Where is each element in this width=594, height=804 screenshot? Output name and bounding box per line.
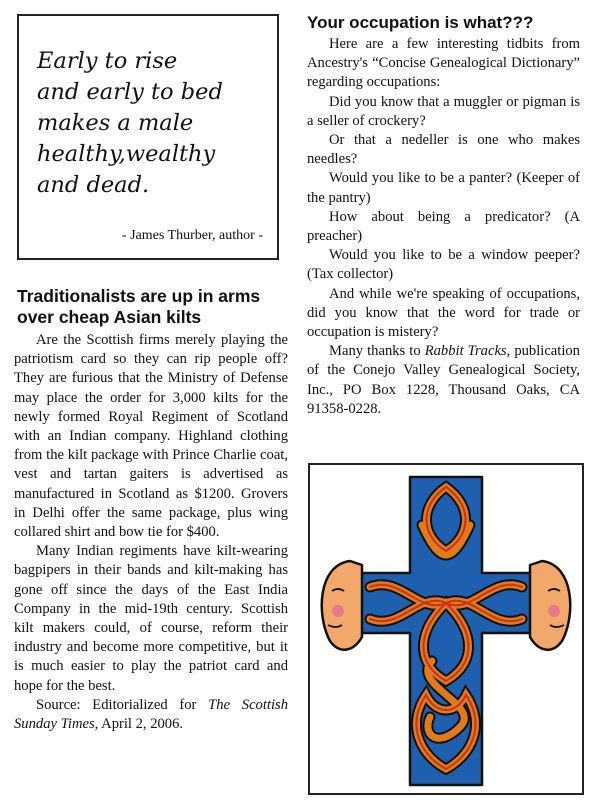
occupation-paragraph: Or that a nedeller is one who makes needles?	[307, 132, 580, 168]
quote-line: and early to bed	[37, 79, 223, 105]
kilt-article-heading	[17, 286, 287, 328]
kilt-paragraph: Are the Scottish firms merely playing the patriotism card so they can rip people off? They are furious that the Ministry of Defense may place the order for 3,000 kilts for the newly formed Royal Regiment of Scotland with an Indian company. Highland clothing from the kilt package with Prince Charlie coat, vest and tartan gaiters is advertised as manufactured in Scotland as $1200. Grovers in Delhi offer the same package, plus wing collared shirt and bow tie for $400.	[14, 332, 288, 541]
occupation-paragraph: Would you like to be a window peeper? (Tax collector)	[307, 247, 580, 283]
occupation-article-body	[307, 35, 580, 419]
quote-attribution: - James Thurber, author -	[121, 228, 263, 243]
thanks-suffix: , publication of the Conejo Valley Genealogical Society, Inc., PO Box 1228, Thousand Oaks, CA 91358-0228.	[307, 343, 580, 417]
kilt-source	[14, 696, 288, 734]
quote-line: healthy,wealthy	[37, 141, 216, 167]
source-publication: The Scottish Sunday Times	[14, 696, 288, 733]
thanks-prefix: Many thanks to	[329, 343, 425, 360]
heading-line: Traditionalists are up in arms	[17, 286, 261, 306]
celtic-cross-icon	[310, 465, 582, 793]
occupation-paragraph: Did you know that a muggler or pigman is a seller of crockery?	[307, 93, 580, 129]
heading-line: over cheap Asian kilts	[17, 307, 202, 327]
source-prefix: Source: Editorialized for	[36, 696, 209, 713]
occupation-thanks	[307, 342, 580, 419]
quote-box	[17, 14, 279, 260]
quote-line: Early to rise	[37, 48, 178, 74]
quote-text	[37, 46, 273, 201]
occupation-paragraph: Would you like to be a panter? (Keeper of the pantry)	[307, 170, 580, 206]
thanks-publication: Rabbit Tracks	[424, 343, 507, 360]
occupation-paragraph: Here are a few interesting tidbits from Ancestry's “Concise Genealogical Dictionary” regarding occupations:	[307, 36, 580, 91]
kilt-article-body	[14, 331, 288, 734]
quote-line: and dead.	[37, 172, 150, 198]
kilt-paragraph: Many Indian regiments have kilt-wearing bagpipers in their bands and kilt-making has gone off since the days of the East India Company in the mid-19th century. Scottish kilt makers could, of course, reform their industry and become more competitive, but it is much easier to play the patriot card and hope for the best.	[14, 543, 288, 694]
occupation-article-heading: Your occupation is what???	[307, 13, 534, 32]
source-suffix: , April 2, 2006.	[94, 716, 184, 733]
celtic-cross-illustration	[308, 463, 584, 795]
quote-line: makes a male	[37, 110, 194, 136]
occupation-paragraph: And while we're speaking of occupations, did you know that the word for trade or occupation is mistery?	[307, 285, 580, 341]
occupation-paragraph: How about being a predicator? (A preacher)	[307, 208, 580, 245]
